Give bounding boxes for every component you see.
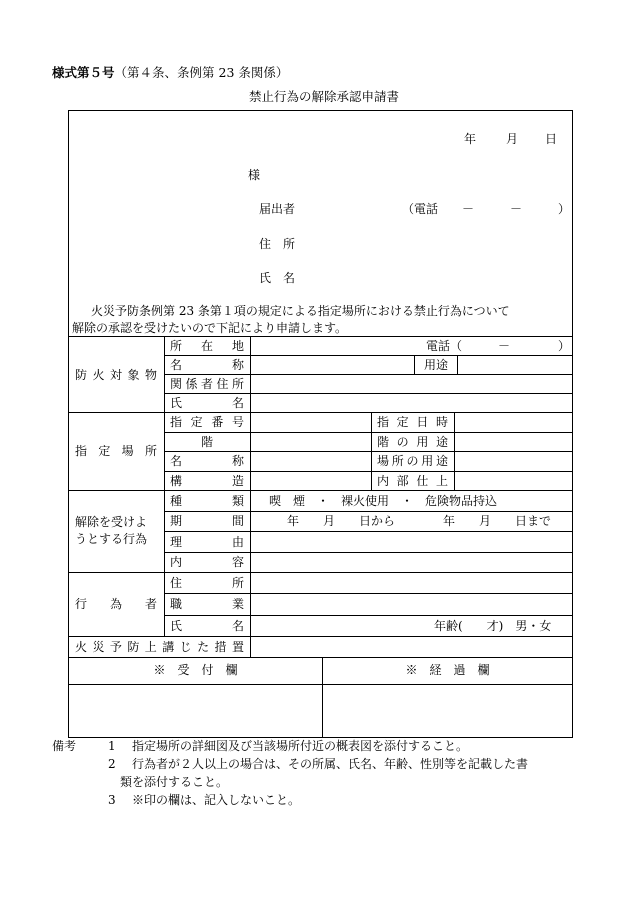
applicant-name-label: 氏 名 (259, 271, 296, 285)
person-name-label: 氏 名 (170, 396, 244, 410)
act-reason-label: 理 由 (170, 535, 244, 549)
place-name-label: 名 称 (170, 454, 244, 468)
applicant-address-label: 住 所 (259, 237, 296, 251)
actor-name-label: 氏 名 (170, 619, 244, 633)
fire-object-location-label: 所 在 地 (170, 339, 244, 353)
fire-object-name-label: 名 称 (170, 358, 244, 372)
fire-measures-label: 火 災 予 防 上 講 じ た 措 置 (75, 640, 244, 654)
applicant-label: 届出者 (259, 202, 296, 216)
intro-line-2: 解除の承認を受けたいので下記により申請します。 (72, 321, 348, 335)
designated-date-label: 指 定 日 時 (377, 415, 448, 429)
place-use-label: 場 所 の 用 途 (377, 454, 448, 468)
designated-number-label: 指 定 番 号 (170, 415, 244, 429)
structure-label: 構 造 (170, 474, 244, 488)
note-2-number: 2 (108, 757, 116, 771)
form-frame (68, 110, 573, 738)
note-2-line-1: 行為者が２人以上の場合は、その所属、氏名、年齢、性別等を記載した書 (132, 757, 529, 771)
intro-line-1: 火災予防条例第 23 条第１項の規定による指定場所における禁止行為について (91, 304, 510, 318)
act-group (75, 514, 147, 548)
act-period-label: 期 間 (170, 514, 244, 528)
floor-label: 階 (200, 435, 213, 449)
notes-label: 備考 (52, 739, 77, 753)
designated-place-group: 指 定 場 所 (75, 444, 157, 458)
form-id (52, 66, 288, 80)
actor-address-label: 住 所 (170, 576, 244, 590)
applicant-phone: （電話 － － ） (402, 202, 571, 216)
note-3-number: 3 (108, 793, 116, 807)
reception-header: ※ 受 付 欄 (153, 663, 238, 677)
date-day: 日 (545, 132, 558, 146)
note-1: 指定場所の詳細図及び当該場所付近の概表図を添付すること。 (132, 739, 469, 753)
fire-object-use-label: 用途 (424, 358, 449, 372)
act-group-line-2: うとする行為 (75, 532, 148, 546)
form-id-rest: （第４条、条例第 23 条関係） (114, 65, 289, 80)
floor-use-label: 階 の 用 途 (377, 435, 448, 449)
progress-header: ※ 経 過 欄 (405, 663, 490, 677)
addressee-suffix: 様 (248, 168, 261, 182)
date-year: 年 (464, 132, 477, 146)
page-title: 禁止行為の解除承認申請書 (249, 89, 400, 104)
fire-object-group: 防 火 対 象 物 (75, 368, 157, 382)
date-month: 月 (506, 132, 519, 146)
note-1-number: 1 (108, 739, 116, 753)
act-period-value: 年 月 日から 年 月 日まで (287, 514, 552, 528)
interior-label: 内 部 仕 上 (377, 474, 448, 488)
note-3: ※印の欄は、記入しないこと。 (132, 793, 301, 807)
act-type-label: 種 類 (170, 494, 244, 508)
actor-group: 行 為 者 (75, 597, 157, 611)
form-id-bold: 様式第５号 (52, 65, 115, 80)
act-content-label: 内 容 (170, 555, 244, 569)
act-group-line-1: 解除を受けよ (75, 515, 148, 529)
note-2-line-2: 類を添付すること。 (120, 775, 229, 789)
actor-age-sex: 年齢( 才) 男・女 (434, 619, 552, 633)
act-type-value: 喫 煙 ・ 裸火使用 ・ 危険物品持込 (269, 494, 498, 508)
actor-occupation-label: 職 業 (170, 597, 244, 611)
related-address-label: 関 係 者 住 所 (170, 377, 244, 391)
fire-object-phone: 電話（ － ） (426, 339, 571, 353)
